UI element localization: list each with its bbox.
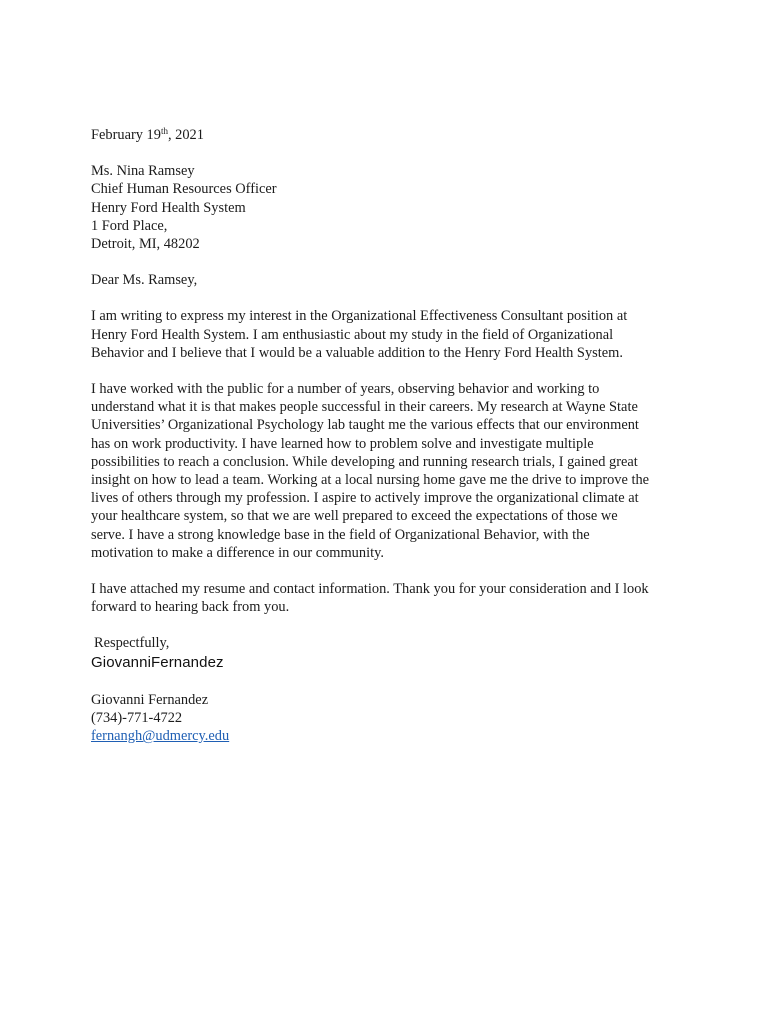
paragraph-line: motivation to make a difference in our community. bbox=[91, 544, 384, 561]
paragraph-line: I am writing to express my interest in the Organizational Effectiveness Consultant position at bbox=[91, 308, 628, 325]
paragraph-line: insight on how to lead a team. Working at a local nursing home gave me the drive to improve the bbox=[91, 472, 650, 489]
signature: GiovanniFernandez bbox=[91, 653, 224, 671]
recipient-city: Detroit, MI, 48202 bbox=[91, 236, 200, 253]
paragraph-line: Universities’ Organizational Psychology lab taught me the various effects that our environment bbox=[91, 417, 639, 434]
paragraph-line: Henry Ford Health System. I am enthusiastic about my study in the field of Organizational bbox=[91, 326, 614, 343]
paragraph-closing bbox=[91, 580, 691, 616]
paragraph-line: I have attached my resume and contact information. Thank you for your consideration and I look bbox=[91, 581, 649, 598]
cover-letter bbox=[91, 126, 691, 745]
paragraph-line: serve. I have a strong knowledge base in the field of Organizational Behavior, with the bbox=[91, 526, 590, 543]
date-month-day: February 19 bbox=[91, 127, 161, 143]
recipient-organization: Henry Ford Health System bbox=[91, 199, 246, 216]
recipient-street: 1 Ford Place, bbox=[91, 217, 168, 234]
paragraph-line: Behavior and I believe that I would be a valuable addition to the Henry Ford Health System. bbox=[91, 344, 623, 361]
sender-name: Giovanni Fernandez bbox=[91, 691, 209, 708]
closing: Respectfully, bbox=[94, 635, 170, 652]
salutation: Dear Ms. Ramsey, bbox=[91, 272, 198, 289]
date-ordinal-suffix: th bbox=[160, 126, 168, 136]
paragraph-line: lives of others through my profession. I aspire to actively improve the organizational climate at bbox=[91, 490, 639, 507]
paragraph-line: forward to hearing back from you. bbox=[91, 599, 290, 616]
paragraph-line: your healthcare system, so that we are well prepared to exceed the expectations of those we bbox=[91, 508, 618, 525]
sender-contact-block bbox=[91, 691, 691, 746]
recipient-block bbox=[91, 162, 691, 253]
recipient-name: Ms. Nina Ramsey bbox=[91, 163, 195, 180]
sender-phone: (734)-771-4722 bbox=[91, 709, 183, 726]
paragraph-line: has on work productivity. I have learned how to problem solve and investigate multiple bbox=[91, 435, 594, 452]
recipient-title: Chief Human Resources Officer bbox=[91, 181, 277, 198]
paragraph-experience bbox=[91, 380, 691, 562]
paragraph-intro bbox=[91, 307, 691, 362]
paragraph-line: possibilities to reach a conclusion. While developing and running research trials, I gained great bbox=[91, 453, 638, 470]
letter-date bbox=[91, 126, 691, 144]
paragraph-line: I have worked with the public for a number of years, observing behavior and working to bbox=[91, 381, 600, 398]
paragraph-line: understand what it is that makes people successful in their careers. My research at Wayne State bbox=[91, 399, 638, 416]
date-year: , 2021 bbox=[167, 127, 204, 143]
sender-email-link[interactable]: fernangh@udmercy.edu bbox=[91, 728, 230, 745]
